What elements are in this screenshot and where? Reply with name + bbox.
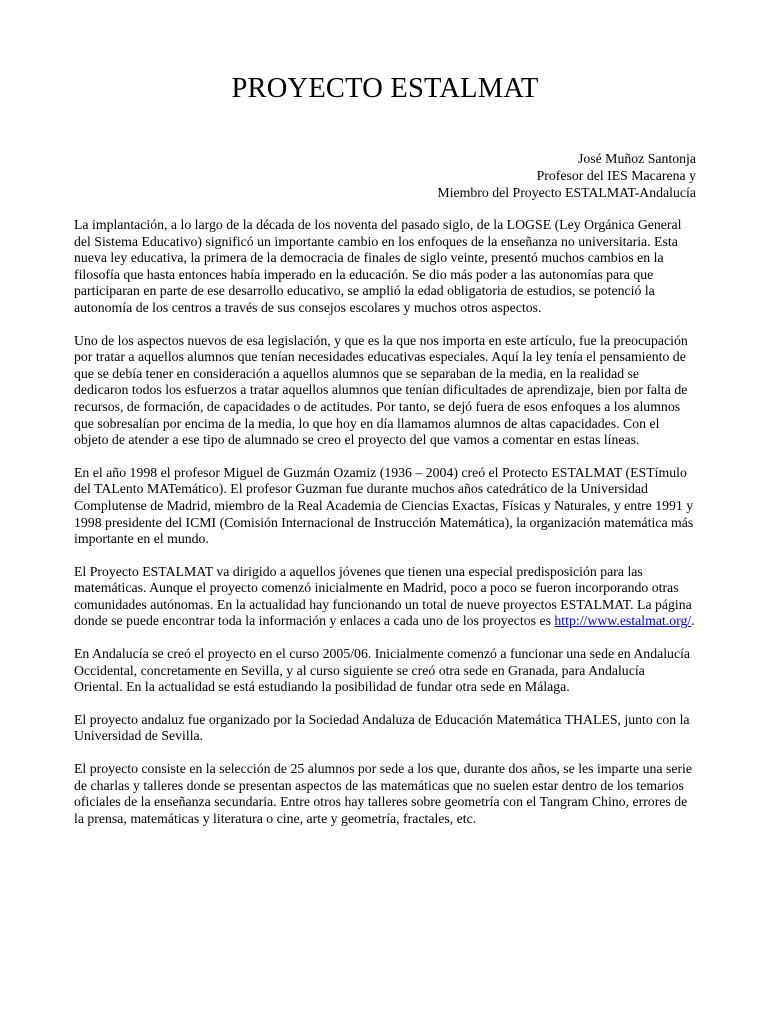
- paragraph-special-needs: Uno de los aspectos nuevos de esa legislación, y que es la que nos importa en este artículo, fue la preocupación por tratar a aquellos alumnos que tenían necesidades educativas especiales. Aquí la ley tenía el pensamiento de que se debía tener en consideración a aquellos alumnos que se separaban de la media, en la realidad se dedicaron todos los esfuerzos a tratar aquellos alumnos que tenían dificultades de aprendizaje, bien por falta de recursos, de formación, de capacidades o de actitudes. Por tanto, se dejó fuera de esos enfoques a los alumnos que sobresalían por encima de la media, lo que hoy en día llamamos alumnos de altas capacidades. Con el objeto de atender a ese tipo de alumnado se creo el proyecto del que vamos a comentar en estas líneas.: [74, 332, 688, 448]
- author-position: Profesor del IES Macarena y: [536, 168, 696, 183]
- paragraph-andalucia: En Andalucía se creó el proyecto en el curso 2005/06. Inicialmente comenzó a funcionar una sede en Andalucía Occidental, concretamente en Sevilla, y al curso siguiente se creó otra sede en Granada, para Andalucía Oriental. En la actualidad se está estudiando la posibilidad de fundar otra sede en Málaga.: [74, 646, 691, 695]
- author-block: [74, 150, 696, 201]
- author-name: José Muñoz Santonja: [577, 151, 696, 166]
- paragraph-project-scope-text: El Proyecto ESTALMAT va dirigido a aquellos jóvenes que tienen una especial predisposición para las matemáticas. Aunque el proyecto comenzó inicialmente en Madrid, poco a poco se fueron incorporando otras comunidades autónomas. En la actualidad hay funcionando un total de nueve proyectos ESTALMAT. La página donde se puede encontrar toda la información y enlaces a cada uno de los proyectos es: [74, 563, 692, 629]
- paragraph-program: El proyecto consiste en la selección de 25 alumnos por sede a los que, durante dos años, se les imparte una serie de charlas y talleres donde se presentan aspectos de las matemáticas que no suelen estar dentro de los temarios oficiales de la enseñanza secundaria. Entre otros hay talleres sobre geometría con el Tangram Chino, errores de la prensa, matemáticas y literatura o cine, arte y geometría, fractales, etc.: [74, 761, 692, 826]
- paragraph-organization: El proyecto andaluz fue organizado por la Sociedad Andaluza de Educación Matemática THALES, junto con la Universidad de Sevilla.: [74, 711, 690, 744]
- document-title: PROYECTO ESTALMAT: [231, 73, 539, 104]
- paragraph-logse: La implantación, a lo largo de la década de los noventa del pasado siglo, de la LOGSE (Ley Orgánica General del Sistema Educativo) significó un importante cambio en los enfoques de la enseñanza no universitaria. Esta nueva ley educativa, la primera de la democracia de finales de siglo veinte, presentó muchos cambios en la filosofía que hasta entonces había imperado en la educación. Se dio más poder a las autonomías para que participaran en parte de ese desarrollo educativo, se amplió la edad obligatoria de estudios, se potenció la autonomía de los centros a través de sus consejos escolares y muchos otros aspectos.: [74, 217, 682, 315]
- estalmat-website-link[interactable]: http://www.estalmat.org/: [554, 613, 692, 629]
- document-body: [74, 217, 696, 827]
- author-affiliation: Miembro del Proyecto ESTALMAT-Andalucía: [437, 185, 696, 200]
- paragraph-origin: En el año 1998 el profesor Miguel de Guzmán Ozamiz (1936 – 2004) creó el Protecto ESTALMAT (ESTímulo del TALento MATemático). El profesor Guzman fue durante muchos años catedrático de la Universidad Complutense de Madrid, miembro de la Real Academia de Ciencias Exactas, Físicas y Naturales, y entre 1991 y 1998 presidente del ICMI (Comisión Internacional de Instrucción Matemática), la organización matemática más importante en el mundo.: [74, 464, 694, 547]
- paragraph-project-scope: [74, 564, 696, 630]
- paragraph-project-scope-end: .: [691, 613, 695, 629]
- document-page: [74, 0, 696, 843]
